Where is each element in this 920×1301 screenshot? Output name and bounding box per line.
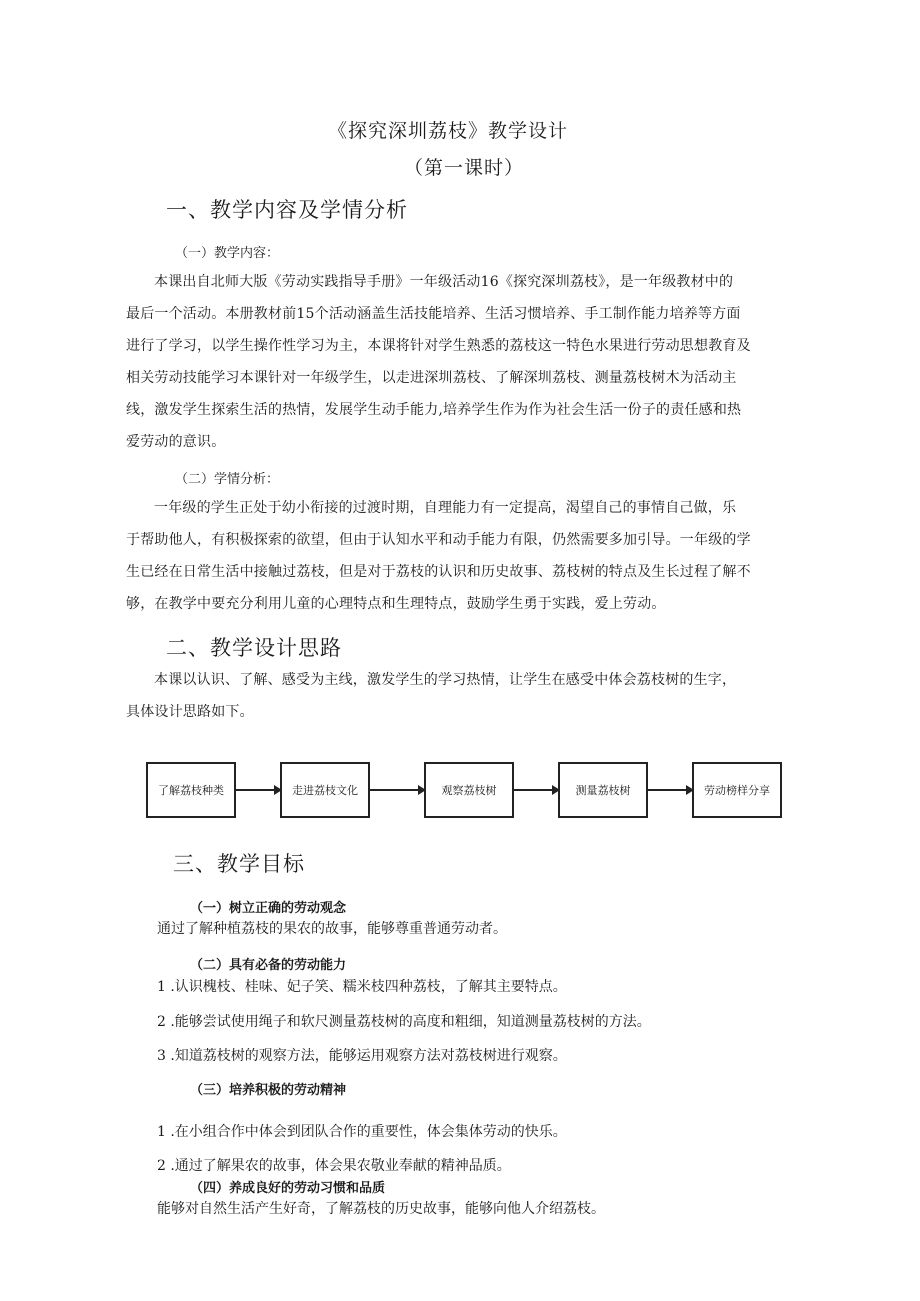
analysis-paragraph	[126, 492, 808, 620]
goal1-text: 通过了解种植荔枝的果农的故事，能够尊重普通劳动者。	[157, 921, 507, 937]
goal1-title: （一）树立正确的劳动观念	[190, 901, 347, 916]
flow-arrow	[370, 789, 424, 791]
flow-step-1: 了解荔枝种类	[146, 762, 236, 818]
design-flowchart	[146, 760, 786, 824]
design-line: 具体设计思路如下。	[126, 704, 254, 720]
document-subtitle: （第一课时）	[404, 157, 525, 179]
goal3-item-2: 2 .通过了解果农的故事，体会果农敬业奉献的精神品质。	[157, 1158, 511, 1174]
design-line: 本课以认识、了解、感受为主线，激发学生的学习热情，让学生在感受中体会荔枝树的生字，	[154, 672, 737, 688]
flow-arrow	[514, 789, 558, 791]
section3-heading: 三、教学目标	[173, 852, 305, 876]
content-line: 本课出自北师大版《劳动实践指导手册》一年级活动16《探究深圳荔枝》，是一年级教材中的	[154, 274, 734, 290]
goal3-title: （三）培养积极的劳动精神	[190, 1083, 347, 1098]
goal2-item-3: 3 .知道荔枝树的观察方法，能够运用观察方法对荔枝树进行观察。	[157, 1048, 567, 1064]
flow-arrow	[236, 789, 280, 791]
section2-heading: 二、教学设计思路	[166, 636, 342, 660]
flow-step-2: 走进荔枝文化	[280, 762, 370, 818]
flow-step-4: 测量荔枝树	[558, 762, 648, 818]
flow-step-3: 观察荔枝树	[424, 762, 514, 818]
content-label: （一）教学内容：	[175, 246, 280, 261]
analysis-line: 够，在教学中要充分利用儿童的心理特点和生理特点，鼓励学生勇于实践，爱上劳动。	[126, 596, 666, 612]
flow-step-5: 劳动榜样分享	[692, 762, 782, 818]
goal3-item-1: 1 .在小组合作中体会到团队合作的重要性，体会集体劳动的快乐。	[157, 1124, 567, 1140]
flow-arrow	[648, 789, 692, 791]
goal4-title: （四）养成良好的劳动习惯和品质	[190, 1181, 386, 1196]
document-title: 《探究深圳荔枝》教学设计	[328, 120, 569, 142]
content-paragraph	[126, 266, 808, 458]
design-paragraph	[126, 664, 808, 728]
goal2-title: （二）具有必备的劳动能力	[190, 958, 347, 973]
analysis-label: （二）学情分析：	[175, 472, 280, 487]
goal4-text: 能够对自然生活产生好奇，了解荔枝的历史故事，能够向他人介绍荔枝。	[157, 1201, 605, 1217]
section1-heading: 一、教学内容及学情分析	[166, 198, 408, 222]
content-line: 相关劳动技能学习本课针对一年级学生，以走进深圳荔枝、了解深圳荔枝、测量荔枝树木为活动主	[126, 370, 737, 386]
content-line: 线，激发学生探索生活的热情，发展学生动手能力,培养学生作为作为社会生活一份子的责任感和热	[126, 402, 742, 418]
content-line: 进行了学习，以学生操作性学习为主，本课将针对学生熟悉的荔枝这一特色水果进行劳动思想教育及	[126, 338, 751, 354]
analysis-line: 一年级的学生正处于幼小衔接的过渡时期，自理能力有一定提高，渴望自己的事情自己做，乐	[154, 500, 737, 516]
goal2-item-2: 2 .能够尝试使用绳子和软尺测量荔枝树的高度和粗细，知道测量荔枝树的方法。	[157, 1014, 651, 1030]
content-line: 最后一个活动。本册教材前15个活动涵盖生活技能培养、生活习惯培养、手工制作能力培养等方面	[126, 306, 741, 322]
analysis-line: 生已经在日常生活中接触过荔枝，但是对于荔枝的认识和历史故事、荔枝树的特点及生长过程了解不	[126, 564, 751, 580]
analysis-line: 于帮助他人，有积极探索的欲望，但由于认知水平和动手能力有限，仍然需要多加引导。一年级的学	[126, 532, 751, 548]
content-line: 爱劳动的意识。	[126, 434, 226, 450]
goal2-item-1: 1 .认识槐枝、桂味、妃子笑、糯米枝四种荔枝，了解其主要特点。	[157, 979, 567, 995]
